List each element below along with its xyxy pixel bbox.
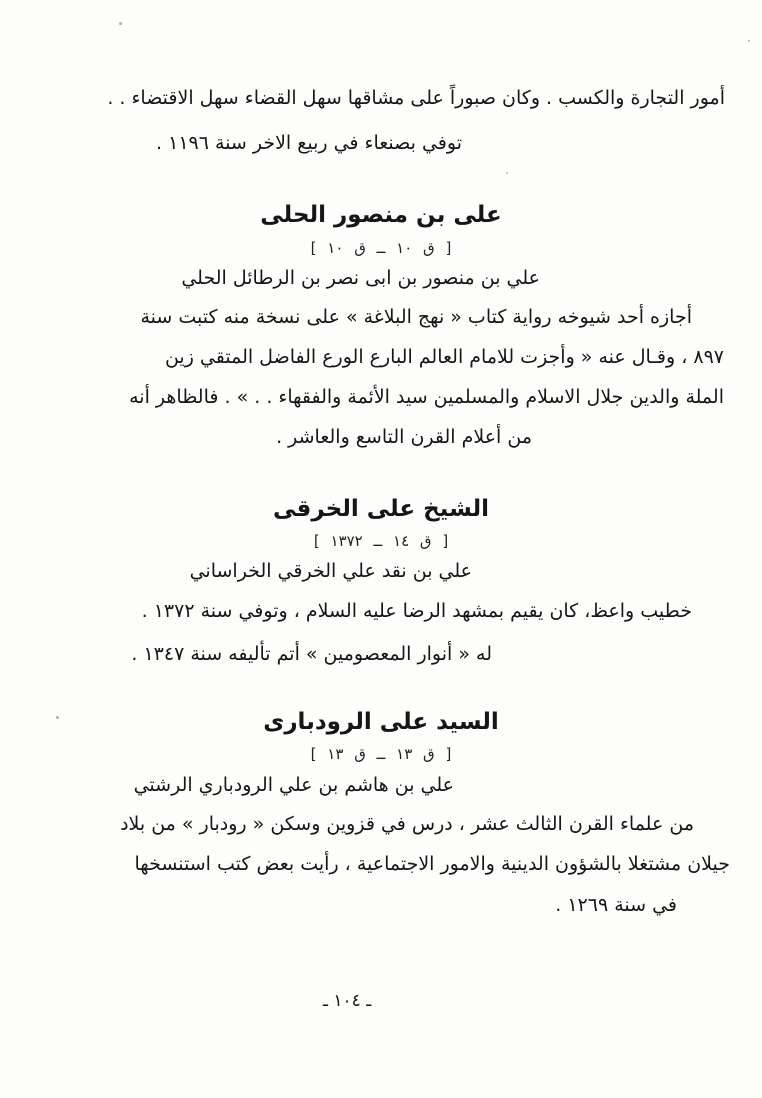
paragraph-line: توفي بصنعاء في ربيع الاخر سنة ١١٩٦ .: [156, 132, 462, 154]
scan-speck: [506, 172, 508, 174]
full-name-line: علي بن هاشم بن علي الرودباري الرشتي: [133, 774, 454, 796]
section-title: الشيخ على الخرقى: [272, 496, 489, 522]
full-name-line: علي بن نقد علي الخرقي الخراساني: [189, 560, 472, 582]
paragraph-line: الملة والدين جلال الاسلام والمسلمين سيد الأئمة والفقهاء . . » . فالظاهر أنه: [129, 386, 724, 408]
paragraph-line: جيلان مشتغلا بالشؤون الدينية والامور الاجتماعية ، رأيت بعض كتب استنسخها: [134, 853, 730, 875]
scan-speck: [119, 22, 122, 25]
full-name-line: علي بن منصور بن ابى نصر بن الرطائل الحلي: [181, 267, 540, 289]
paragraph-line: من علماء القرن الثالث عشر ، درس في قزوين وسكن « رودبار » من بلاد: [120, 813, 694, 835]
scan-speck: [748, 40, 750, 42]
paragraph-line: في سنة ١٢٦٩ .: [555, 894, 677, 916]
paragraph-line: أمور التجارة والكسب . وكان صبوراً على مشاقها سهل القضاء سهل الاقتضاء . .: [107, 87, 725, 109]
paragraph-line: خطيب واعظ، كان يقيم بمشهد الرضا عليه السلام ، وتوفي سنة ١٣٧٢ .: [141, 600, 692, 622]
paragraph-line: من أعلام القرن التاسع والعاشر .: [276, 426, 532, 448]
paragraph-line: ٨٩٧ ، وقـال عنه « وأجزت للامام العالم البارع الورع الفاضل المتقي زين: [164, 346, 724, 368]
section-title: على بن منصور الحلى: [260, 202, 502, 228]
page-number: ـ ١٠٤ ـ: [323, 991, 372, 1011]
section-title: السيد على الرودبارى: [263, 709, 499, 735]
paragraph-line: أجازه أحد شيوخه رواية كتاب « نهج البلاغة » على نسخة منه كتبت سنة: [140, 306, 692, 328]
paragraph-line: له « أنوار المعصومين » أتم تأليفه سنة ١٣٤٧ .: [131, 643, 492, 665]
section-dates: [ ق ١٣ ــ ق ١٣ ]: [310, 745, 452, 763]
section-dates: [ ق ١٤ ــ ١٣٧٢ ]: [313, 532, 449, 550]
section-dates: [ ق ١٠ ــ ق ١٠ ]: [310, 239, 452, 257]
